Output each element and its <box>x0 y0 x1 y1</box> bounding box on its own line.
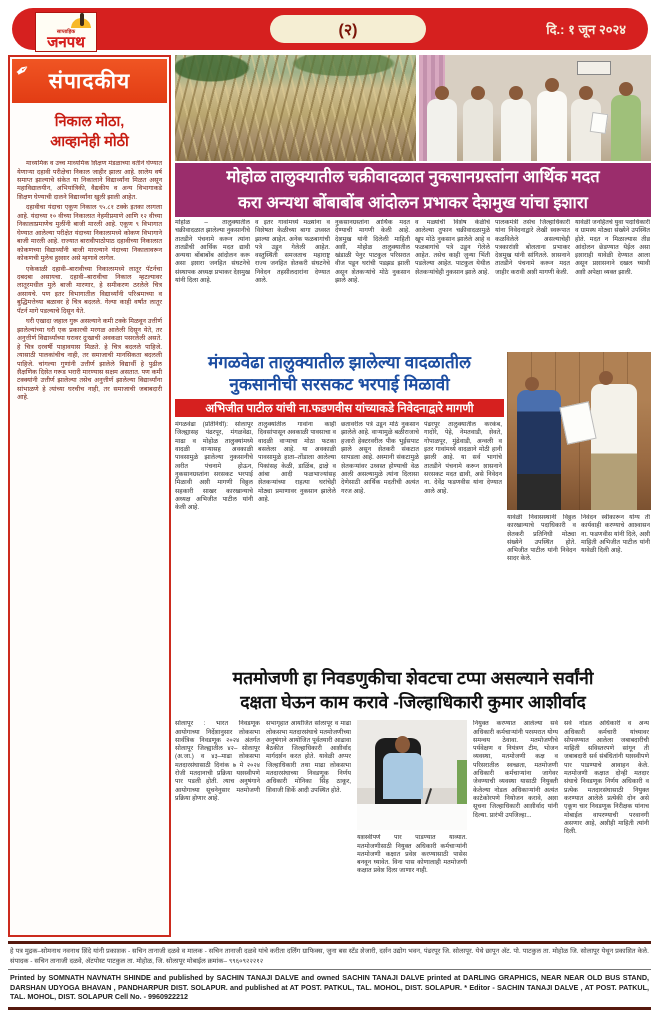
article3-column: सभागृहात आयोजित सोलापूर व माढा लोकसभा मतदारसंघाचे मतमोजणीच्या अनुषंगाने आयोजित पूर्वतयारी आढावा बैठकीत जिल्हाधिकारी आशीर्वाद मार्गदर्शन करत होते. यावेळी अप्पर जिल्हाधिकारी तथा माढा लोकसभा मतदारसंघाच्या निवडणूक निर्णय अधिकारी मोनिका सिंह ठाकूर, शिवाजी शिर्के आदी उपस्थित होते. <box>266 720 351 794</box>
figure-icon <box>80 13 84 26</box>
person-figure-vest <box>517 390 561 510</box>
article2-body <box>175 421 504 659</box>
person-shirt <box>383 753 423 799</box>
editorial-title-line2: आव्हानेही मोठी <box>50 133 129 150</box>
person-figure <box>611 95 641 161</box>
date-line: दि.: १ जून २०२४ <box>546 22 626 37</box>
cyclone-damage-photo <box>175 55 416 161</box>
editorial-section-label: संपादकीय <box>48 70 131 93</box>
memorandum-group-photo <box>419 55 651 161</box>
article2-column: मंगळवेढा (प्रतिनिधी): सोलापूर जिल्ह्यासह पंढरपूर, मंगळवेढा, माढा व मोहोळ तालुक्यांमध्ये वादळी वाऱ्यासह अवकाळी पावसामुळे झालेल्या नुकसानीचे त्वरीत पंचनामे होऊन, नुकसानग्रस्तांना सरसकट भरपाई मिळावी अशी मागणी विठ्ठल सहकारी साखर कारखान्याचे अध्यक्ष अभिजीत पाटील यांनी केली आहे. <box>175 421 253 512</box>
article1-column: मोहोळ – तालुक्यातील चक्रीवादळात झालेल्या नुकसानीचे तातडीने पंचनामे करून त्यांना तातडीची आर्थिक मदत द्यावी अन्यथा बोंबाबोंब आंदोलन करू असा इशारा जनहित संघटनेचे संस्थापक अध्यक्ष प्रभाकर देशमुख यांनी दिला आहे. <box>175 219 250 285</box>
collector-meeting-photo <box>357 720 467 830</box>
footer-rule-middle <box>8 969 651 970</box>
article2-left <box>175 352 504 662</box>
article3-headline-line1: मतमोजणी हा निवडणुकीचा शेवटचा टप्पा असल्याने सर्वांनी <box>232 668 594 688</box>
article3-column: नियुक्त करण्यात आलेल्या सर्व अधिकारी कर्मचाऱ्यांनी परस्परात योग्य समन्वय ठेवावा. मतमोजणीचे पर्यवेक्षण व नियंत्रण टीम, भोजन व्यवस्था, मतमोजणी कक्ष व परिसरातील स्वच्छता, मतमोजणी अधिकारी कर्मचाऱ्यांना जागेवर जेवण्याची व्यवस्था यासाठी नियुक्ती केलेल्या नोडल अधिकाऱ्यांनी अत्यंत काटेकोरपणे नियोजन करावे, अशा सूचना जिल्हाधिकारी आशीर्वाद यांनी दिल्या. प्रारंभी उपजिल्हा... <box>473 720 558 819</box>
article3-headline-line2: दक्षता घेऊन काम करावे -जिल्हाधिकारी कुमार आशीर्वाद <box>240 691 586 712</box>
article1-column: यावेळी जनहितचे युवा पदाधिकारी व ग्रामस्थ मोठ्या संख्येने उपस्थित होते. मदत न मिळाल्यास तीव्र आंदोलन छेडण्यात येईल असा इशाराही यावेळी देण्यात आला असून प्रशासनाने दखल घ्यावी अशी अपेक्षा व्यक्त झाली. <box>575 219 650 276</box>
article2-right <box>507 352 651 662</box>
article2-headline-line1: मंगळवेढा तालुक्यातील झालेल्या वादळातील <box>208 353 471 372</box>
article2-side-column: निवेदन स्वीकारून योग्य ती कार्यवाही करण्याचे आश्वासन ना. फडणवीस यांनी दिले, अशी माहिती अभिजीत पाटील यांनी यावेळी दिली आहे. <box>581 514 650 555</box>
editorial-title <box>12 113 167 152</box>
editorial-section-header <box>12 59 167 103</box>
editorial-body <box>12 160 167 900</box>
article3-photo-column <box>357 720 467 938</box>
memorandum-paper <box>590 112 609 134</box>
desk-shape <box>357 804 467 830</box>
handover-photo <box>507 352 651 510</box>
person-figure <box>501 99 531 161</box>
article1-body <box>175 219 651 350</box>
footer-imprint-marathi: हे पत्र मुद्रक–सोमनाथ नवनाथ शिंदे यांनी प्रकाशक - सचिन तानाजी दळवे व मालक - सचिन तानाजी दळवे यांचे करीता दर्लिंग ग्राफिक्स, जुना बस स्टँड शेजारी, दर्शन उद्योग भवन, पंढरपूर जि. सोलापूर. येथे छापून ॲट. पो. पाटकुल ता. मोहोळ जि. सोलापूर येथून प्रकाशित केले. संपादक - सचिन तानाजी दळवे, ॲटपोस्ट पाटकुल ता. मोहोळ, जि. सोलापूर मोबाईल क्रमांक– ९९६०९२२२१२ <box>10 948 649 965</box>
header-bar <box>12 8 648 50</box>
article2-column: छतावरील पत्रे उडून मोठे नुकसान झालेले आहे. वाऱ्यामुळे बळीराजाचे हजारो हेक्टरवरील पीक भुईसपाट झाले असून शेतकरी संकटात सापडला आहे. अस्मानी संकटामुळे शेतकऱ्यांवर उध्वस्त होण्याची वेळ आली असल्यामुळे त्यांना दिलासा देणेसाठी आर्थिक मदतीची अत्यंत गरज आहे. <box>341 421 419 495</box>
editorial-paragraph: माध्यमिक व उच्च माध्यमिक शिक्षण मंडळाच्या वतीने घेण्यात येणाऱ्या दहावी परीक्षेचा निकाल जाहीर झाला आहे. शालेय वर्ष समाप्त झाल्याचे संकेत या निकालाने विद्यार्थ्यांना मिळत असून महाविद्यालयीन, अभियांत्रिकी, वैद्यकीय व अन्य विभागाकडे शिक्षण घेण्याची दालने विद्यार्थ्यांना खुली झाली आहेत. <box>17 160 162 201</box>
office-signboard <box>577 61 611 75</box>
page-number: (२) <box>270 15 426 43</box>
article1-column: व इतर गावांमध्ये मळ्यांना व विशेषता केळीच्या बागा उध्वस्त झाल्या आहेत. अनेक फळबागांची पत्रे उडून गेलेली आहेत. वस्तुस्थिती समजताच महाराष्ट्र राज्य जनहित शेतकरी संघटनेचे निवेदन तहसीलदारांना देण्यात आले. <box>255 219 330 285</box>
masthead-logo <box>35 12 97 52</box>
person-figure <box>463 99 493 161</box>
pen-icon: ✒ <box>11 58 35 83</box>
editorial-paragraph: घरी एखादा जहाल गुरू असल्याने कमी टक्के मिळवून उत्तीर्ण झालेल्यांच्या घरी एक प्रकारची मरगळ आलेली दिसून येते, तर अनुत्तीर्ण विद्यार्थ्यांच्या घरावर दुःखाची अवकळा पसरलेली असते. हे चित्र दरवर्षी पाहावयास मिळते. हे चित्र बदलले पाहिजे. त्यासाठी पालकांचीच नाही, तर समाजाची मानसिकता बदलली पाहिजे. चांगल्या गुणांनी उत्तीर्ण झालेले विद्यार्थी हे पुढील शैक्षणिक दिशेत गरूड भरारी मारण्यास सक्षम असतात. पण कमी टक्क्यांनी उत्तीर्ण झालेल्या तसेच अनुत्तीर्ण झालेल्या विद्यार्थ्यांना सांभाळणे हे त्यांच्या घरचीच नाही, तर समाजाची जबाबदारी आहे. <box>17 318 162 402</box>
article2 <box>175 352 651 662</box>
editorial-paragraph: एकेकाळी दहावी–बारावीच्या निकालामध्ये लातूर पॅटर्नचा दबदबा असायचा. दहावी–बारावीचा निकाल म्हटल्यावर लातूरमधील मुले बाजी मारणार, हे समीकरण ठरलेले चित्र असायचे. पण इतर विभागातील विद्यार्थ्यांनी परिश्रमाच्या व बुद्धिमत्तेच्या बळावर हे चित्र बदलले. गेल्या काही वर्षांत लातूर पॅटर्न मागे पडल्याचे दिसून येते. <box>17 265 162 315</box>
article3-column: यशस्वीपणे पार पाडण्यात याव्यात. मतमोजणीसाठी नियुक्त अधिकारी कर्मचाऱ्यांनी मतमोजणी कक्षात प्रवेश करण्यासाठी पासेस बनवून घ्यावेत. विना पास कोणालाही मतमोजणी कक्षात प्रवेश दिला जाणार नाही. <box>357 834 467 875</box>
article1-headline <box>175 163 651 217</box>
article1-column: नुकसानग्रस्तांना आर्थिक मदत देण्याची मागणी केली आहे. देशमुख यांनी दिलेली माहिती अशी, मोहोळ तालुक्यातील खंडाळी पेनुर पाटकुल परिसरात वीज पडून घरांची पडझड झाली असून शेतकऱ्यांचे मोठे नुकसान झाले आहे. <box>335 219 410 285</box>
article1-photos <box>175 55 651 161</box>
person-figure <box>537 91 567 161</box>
article2-headline-line2: नुकसानीची सरसकट भरपाई मिळावी <box>229 375 450 395</box>
article2-subhead: अभिजीत पाटील यांची ना.फडणवीस यांच्याकडे निवेदनाद्वारे मागणी <box>175 399 504 417</box>
editorial-column <box>8 55 171 937</box>
article2-column: पंढरपूर तालुक्यातील करकंब, गादोरे, पेहे, नेमतवाडी, शेवते, गोपाळपूर, मुंढेवाडी, अन्वली व इतर गावांमध्ये वादळाने मोठी हानी झाली आहे. या सर्व भागांचे तातडीने पंचनामे करून शासनाने सरसकट मदत द्यावी, असे निवेदन ना. देवेंद्र फडणवीस यांना देण्यात आले आहे. <box>424 421 502 495</box>
person-figure <box>427 99 457 161</box>
editorial-paragraph: दहावीचा यंदाचा एकूण निकाल ९५.८१ टक्के इतका लागला आहे. यंदाच्या १० वीच्या निकालात नेहमीप्रमाणे आणि १२ वीच्या निकालाप्रमाणेच मुलींनी बाजी मारली आहे. एकूण ९ विभागात घेण्यात आलेल्या परीक्षेत यंदाच्या निकालामध्ये कोकण विभागाने बाजी मारली आहे. राज्यात बारावीपाठोपाठ दहावीच्या निकालात कोकणच्या विद्यार्थ्यांनी बाजी मारल्याने यंदाच्या निकालावरून कोकणची मुलेच हुश्शार असे म्हणावे लागेल. <box>17 204 162 263</box>
article2-side-column: यावेळी निवासस्थानी विठ्ठल कारखान्याचे पदाधिकारी व शेतकरी प्रतिनिधी मोठ्या संख्येने उपस्थित होते. अभिजीत पाटील यांनी निवेदन सादर केले. <box>507 514 576 563</box>
article1-headline-line2: करा अन्यथा बोंबाबोंब आंदोलन प्रभाकर देशमुख यांचा इशारा <box>238 194 588 212</box>
article3-body <box>175 720 651 938</box>
article3-headline <box>175 667 651 714</box>
article3 <box>175 667 651 940</box>
person-figure-white-shirt <box>591 384 637 510</box>
footer-imprint-english: Printed by SOMNATH NAVNATH SHINDE and published by SACHIN TANAJI DALVE and owned SACHIN TANAJI DALVE printed at DARLING GRAPHICS, NEAR NEAR OLD BUS STAND, DARSHAN UDYOGA BHAVAN , PANDHARPUR DIST. SOLAPUR. and published at AT POST. PATKUL, TAL. MOHOL, DIST. SOLAPUR. * Editor - SACHIN TANAJI DALVE , AT POST. PATKUL, TAL. MOHOL, DIST. SOLAPUR Cell No. - 9960922212 <box>10 973 649 1002</box>
article1-column: व मळ्यांची विशेष केळीचे आलेल्या तुफान चक्रीवादळामुळे खूप मोठे नुकसान झालेले आहे व फळबागांचे पत्रे उडून गेलेले आहेत. तसेच काही जुन्या भिंती पडलेल्या आहेत. पाटकुल येथील शेतकऱ्यांचेही नुकसान झाले आहे. <box>415 219 490 276</box>
masthead-tagline: साप्ताहिक <box>56 28 76 35</box>
main-content <box>175 55 651 940</box>
footer-rule-top <box>8 941 651 944</box>
article2-column: तालुक्यांतील गावांना काही दिवसांपासून अवकाळी पावसाचा व वादळी वाऱ्याचा मोठा फटका बसलेला आहे. या अवकाळी पावसामुळे हाता–तोंडाला आलेल्या पिकांसह केळी, डाळिंब, द्राक्षे व आंबा आदी फळभाज्यांसह शेतकऱ्यांच्या राहत्या घरांचेही मोठ्या प्रमाणावर नुकसान झालेले आहे. <box>258 421 336 503</box>
editorial-title-line1: निकाल मोठा, <box>54 114 125 130</box>
article1-column: पालकमंत्री तसेच जिल्हाधिकारी यांना निवेदनाद्वारे लेखी स्वरूपात कळविलेले असल्याचेही पत्रकारांशी बोलताना प्रभाकर देशमुख यांनी सांगितले. शासनाने तातडीने पंचनामे करून मदत जाहीर करावी अशी मागणी केली. <box>495 219 570 276</box>
masthead-title: जनपथ <box>47 33 85 51</box>
article3-column: सोलापूर : भारत निवडणूक आयोगाच्या निर्देशानुसार लोकसभा सार्वत्रिक निवडणूक २०२४ अंतर्गत सोलापूर जिल्ह्यातील ४२– सोलापूर (अ.जा.) व ४३–माढा लोकसभा मतदारसंघासाठी दिनांक ७ मे २०२४ रोजी मतदानाची प्रक्रिया यशस्वीपणे पार पडली होती. त्याच अनुषंगाने आयोगाच्या सूचनेनुसार मतमोजणी प्रक्रिया होणार आहे. <box>175 720 260 802</box>
article2-headline <box>175 352 504 396</box>
plant-decoration <box>457 760 467 804</box>
article2-side-text <box>507 514 651 660</box>
footer-rule-bottom <box>8 1007 651 1010</box>
article3-column: सर्व नोडल अधिकारी व अन्य अधिकारी कर्मचारी यांच्यावर सोपवण्यात आलेला जबाबदारीची माहिती सविस्तरपणे सांगून ती जबाबदारी सर्व संबंधितांनी यशस्वीपणे पार पाडण्याचे आवाहन केले. मतमोजणी कक्षात दोन्ही मतदार संघाचे निवडणूक निर्णय अधिकारी व प्रत्येक मतदारसंघासाठी नियुक्त करण्यात आलेले प्रत्येकी दोन असे एकूण चार निवडणूक निरीक्षक यांनाच मोबाईल वापरण्याची परवानगी असणार आहे, अशीही माहिती त्यांनी दिली. <box>564 720 649 836</box>
article1-headline-line1: मोहोळ तालुक्यातील चक्रीवादळात नुकसानग्रस्तांना आर्थिक मदत <box>226 167 600 186</box>
